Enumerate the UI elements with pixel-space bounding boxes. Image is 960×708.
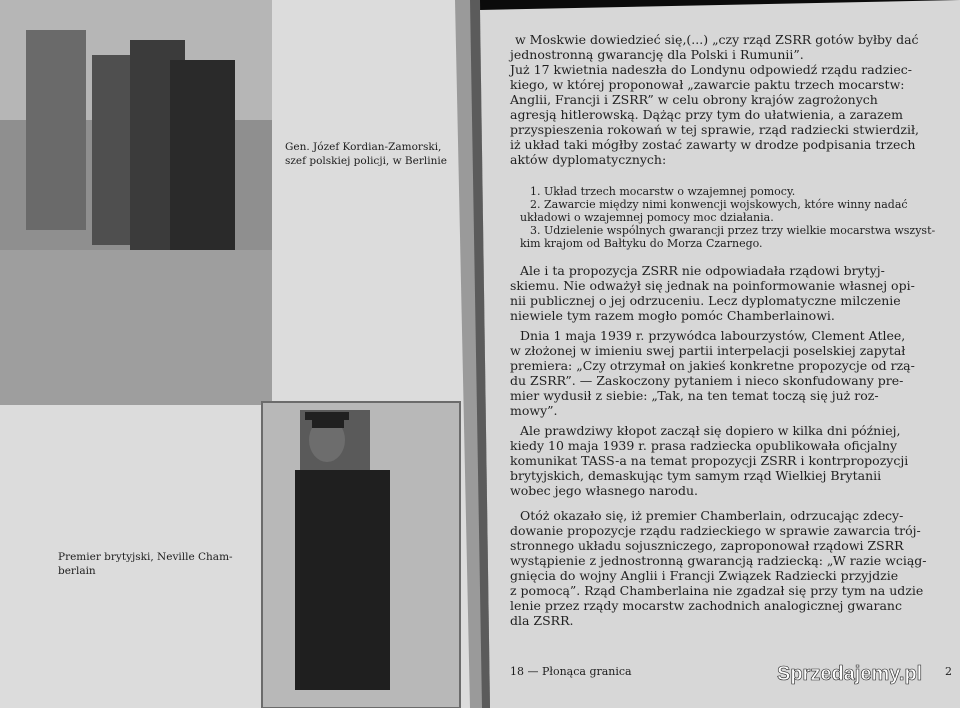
svg-text:agresją hitlerowską. Dążąc prz: agresją hitlerowską. Dążąc przy tym do ułatwienia, a zarazem (510, 107, 903, 122)
svg-text:wobec jego własnego narodu.: wobec jego własnego narodu. (510, 483, 698, 498)
svg-text:2: 2 (945, 665, 952, 678)
svg-text:Anglii, Francji i ZSRR” w celu: Anglii, Francji i ZSRR” w celu obrony krajów zagrożonych (510, 92, 878, 107)
svg-text:nii publicznej o jej odrzuceni: nii publicznej o jej odrzuceniu. Lecz dyplomatyczne milczenie (510, 293, 901, 308)
svg-text:jednostronną gwarancję dla Pol: jednostronną gwarancję dla Polski i Rumunii”. (510, 47, 804, 62)
svg-text:3. Udzielenie wspólnych gwaran: 3. Udzielenie wspólnych gwarancji przez trzy wielkie mocarstwa wszyst- (530, 224, 936, 237)
svg-text:przyspieszenia rokowań w tej s: przyspieszenia rokowań w tej sprawie, rząd radziecki stwierdził, (510, 122, 919, 137)
svg-text:gnięcia do wojny Anglii i Fran: gnięcia do wojny Anglii i Francji Związek Radziecki przyjdzie (510, 568, 899, 583)
watermark (777, 663, 922, 685)
caption-bottom-line-1: Premier brytyjski, Neville Cham- (58, 551, 233, 563)
top-photo (0, 0, 272, 405)
svg-text:Ale prawdziwy kłopot zaczął si: Ale prawdziwy kłopot zaczął się dopiero w kilka dni później, (520, 423, 901, 438)
caption-top-line-1: Gen. Józef Kordian-Zamorski, (285, 141, 442, 153)
svg-text:mier wydusił z siebie: „Tak, n: mier wydusił z siebie: „Tak, na ten temat toczą się już roz- (510, 388, 879, 403)
svg-text:2. Zawarcie między nimi konwen: 2. Zawarcie między nimi konwencji wojskowych, które winny nadać (530, 198, 908, 211)
svg-text:kiego, w której proponował „za: kiego, w której proponował „zawarcie paktu trzech mocarstw: (510, 77, 905, 92)
svg-text:kiedy 10 maja 1939 r. prasa ra: kiedy 10 maja 1939 r. prasa radziecka opublikowała oficjalny (510, 438, 898, 453)
caption-bottom-line-2: berlain (58, 565, 96, 577)
svg-text:w złożonej w imieniu swej part: w złożonej w imieniu swej partii interpelacji poselskiej zapytał (510, 343, 906, 358)
svg-text:skiemu. Nie odważył się jednak: skiemu. Nie odważył się jednak na poinformowanie własnej opi- (510, 278, 915, 293)
svg-text:niewiele tym razem mogło pomóc: niewiele tym razem mogło pomóc Chamberlainowi. (510, 308, 835, 323)
svg-text:Otóż okazało się, iż premier C: Otóż okazało się, iż premier Chamberlain, odrzucając zdecy- (520, 508, 904, 523)
svg-text:18 — Płonąca granica: 18 — Płonąca granica (510, 665, 632, 678)
svg-text:du ZSRR”. — Zaskoczony pytanie: du ZSRR”. — Zaskoczony pytaniem i nieco skonfudowany pre- (510, 373, 904, 388)
svg-text:kim krajom od Bałtyku do Morza: kim krajom od Bałtyku do Morza Czarnego. (520, 237, 763, 250)
svg-text:stronnego układu sojuszniczego: stronnego układu sojuszniczego, zaproponował rządowi ZSRR (510, 538, 904, 553)
svg-text:iż układ taki mógłby zostać za: iż układ taki mógłby zostać zawarty w drodze podpisania trzech (510, 137, 916, 152)
svg-text:aktów dyplomatycznych:: aktów dyplomatycznych: (510, 152, 667, 167)
svg-text:dowanie propozycje rządu radzi: dowanie propozycje rządu radzieckiego w sprawie zawarcia trój- (510, 523, 921, 538)
svg-text:Dnia 1 maja 1939 r. przywódca: Dnia 1 maja 1939 r. przywódca labourzystów, Clement Atlee, (520, 328, 906, 343)
svg-text:Już 17 kwietnia nadeszła do Lo: Już 17 kwietnia nadeszła do Londynu odpowiedź rządu radziec- (510, 62, 912, 77)
caption-top-line-2: szef polskiej policji, w Berlinie (285, 155, 447, 167)
svg-text:z pomocą”. Rząd Chamberlaina n: z pomocą”. Rząd Chamberlaina nie zgadzał się przy tym na udzie (510, 583, 924, 598)
right-page-text (508, 32, 952, 678)
svg-text:brytyjskich, demaskując tym sa: brytyjskich, demaskując tym samym rząd Wielkiej Brytanii (510, 468, 882, 483)
svg-text:lenie przez rządy mocarstw zac: lenie przez rządy mocarstw zachodnich analogicznej gwaranc (510, 598, 902, 613)
svg-text:układowi o wzajemnej pomocy mo: układowi o wzajemnej pomocy moc działania. (520, 211, 774, 224)
svg-text:1. Układ trzech mocarstw o wza: 1. Układ trzech mocarstw o wzajemnej pomocy. (530, 185, 796, 198)
svg-text:wystąpienie z jednostronną gwa: wystąpienie z jednostronną gwarancją radziecką: „W razie wciąg- (510, 553, 927, 568)
bottom-photo (262, 402, 460, 708)
svg-text:Sprzedajemy.pl: Sprzedajemy.pl (777, 663, 923, 685)
svg-text:premiera: „Czy otrzymał on jak: premiera: „Czy otrzymał on jakieś konkretne propozycje od rzą- (510, 358, 915, 373)
svg-text:komunikat TASS-a na temat prop: komunikat TASS-a na temat propozycji ZSRR i kontrpropozycji (510, 453, 909, 468)
svg-text:mowy”.: mowy”. (510, 403, 558, 418)
svg-text:Ale i ta propozycja ZSRR nie o: Ale i ta propozycja ZSRR nie odpowiadała rządowi brytyj- (520, 263, 885, 278)
svg-text:w Moskwie dowiedzieć się,(...): w Moskwie dowiedzieć się,(...) „czy rząd ZSRR gotów byłby dać (515, 32, 919, 47)
svg-text:dla ZSRR.: dla ZSRR. (510, 613, 574, 628)
